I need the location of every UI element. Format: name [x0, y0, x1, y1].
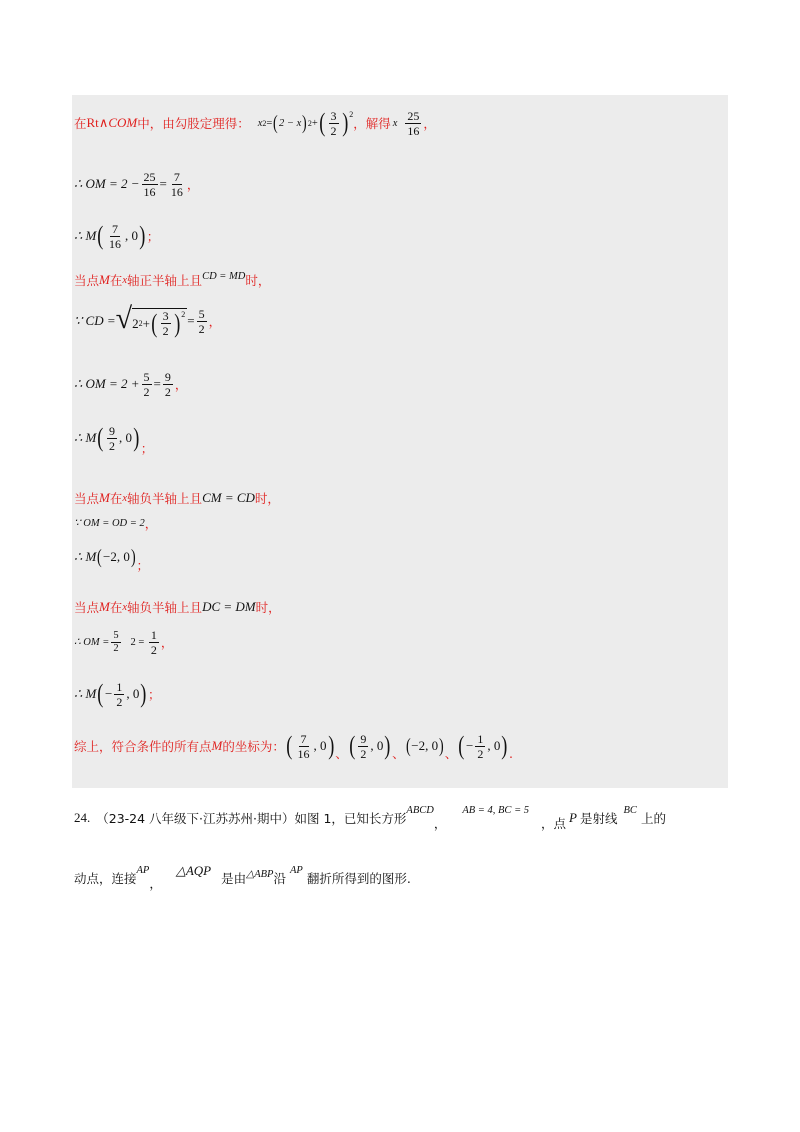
expr: ∴ M: [74, 228, 97, 243]
text: ；: [146, 229, 160, 244]
exponent: 2: [262, 118, 267, 128]
var: P: [569, 810, 577, 825]
expr: 2 =: [122, 636, 147, 648]
question-number: 24.: [74, 810, 91, 825]
text: ，: [208, 314, 222, 329]
question-24-line-2: 动点，连接 AP ， △AQP 是由 △ABP 沿 AP 翻折所得到的图形.: [74, 863, 411, 891]
fraction: $\frac{3}{2}$: [330, 108, 337, 138]
var: ABCD: [406, 804, 434, 816]
expr: 2 − x: [279, 117, 302, 129]
text: ，: [186, 177, 200, 192]
expr: ∴ OM =: [74, 637, 110, 648]
operator: =: [153, 376, 161, 391]
fraction: $\frac{1}{2}$: [150, 627, 157, 657]
exponent: 2: [307, 118, 312, 128]
fraction: $\frac{5}{2}$: [113, 629, 119, 654]
var: AP: [136, 864, 150, 876]
var: AP: [290, 864, 303, 876]
triangle: △ABP: [246, 869, 274, 880]
text: ；: [140, 441, 154, 456]
solution-line-m2: ∴ M ( $\frac{9}{2}$ , 0 ) ；: [74, 423, 154, 456]
text: 综上，符合条件的所有点: [74, 739, 212, 754]
solution-line-om2: [74, 366, 187, 402]
solution-line-pythagoras: 在 Rt ∧ COM 中，由勾股定理得： x 2 = ( 2 − x ) 2 + ( $\frac{3}{2}$ ) 2 ，解得 x $\frac{25}{16}$ ，: [74, 108, 436, 138]
text: 在: [74, 116, 87, 131]
text: ，: [144, 516, 158, 531]
solution-conclusion: 综上，符合条件的所有点 M 的坐标为： ( $\frac{7}{16}$ , 0 ) 、 ( $\frac{9}{2}$ , 0 ) 、 ( −2, 0 ) 、 ( − $\frac{1}{2}$ , 0 ) .: [74, 731, 513, 761]
var: M: [211, 738, 223, 753]
solution-line-cd: [74, 298, 221, 344]
solution-case-heading-3: 当点 M 在 x 轴负半轴上且 DC = DM 时，: [74, 599, 281, 615]
rt-label: Rt: [86, 115, 99, 130]
expr: ∵ OM = OD = 2: [74, 518, 145, 529]
fraction: $\frac{9}{2}$: [109, 423, 116, 453]
triangle-name: COM: [108, 115, 138, 130]
var: x: [392, 117, 398, 129]
fraction: $\frac{1}{2}$: [116, 679, 123, 709]
fraction: $\frac{5}{2}$: [143, 369, 150, 399]
sqrt: √ 2 2 + ( $\frac{3}{2}$ ) 2: [115, 302, 186, 338]
expr: ∴ M: [74, 549, 97, 564]
expr: , 0: [125, 228, 139, 243]
condition: AB = 4, BC = 5: [462, 804, 530, 816]
expr: ∵ CD =: [74, 313, 116, 328]
question-text: 动点，连接: [74, 871, 137, 886]
var: BC: [623, 804, 637, 816]
fraction: $\frac{9}{2}$: [164, 369, 171, 399]
expr: ∴ M: [74, 686, 97, 701]
fraction: $\frac{25}{16}$: [143, 169, 156, 199]
fraction: $\frac{7}{16}$: [170, 169, 183, 199]
solution-line-om1: [74, 166, 199, 202]
operator: =: [187, 313, 195, 328]
triangle: △AQP: [175, 863, 212, 878]
operator: =: [159, 176, 167, 191]
fraction: $\frac{25}{16}$: [407, 108, 420, 138]
solution-line-m1: ∴ M ( $\frac{7}{16}$ , 0 ) ；: [74, 221, 160, 251]
operator: =: [266, 117, 273, 129]
expr: ∴ OM = 2 +: [74, 376, 140, 391]
solution-line-m3: ∴ M ( −2, 0 ) ；: [74, 545, 150, 573]
fraction: $\frac{7}{16}$: [109, 221, 122, 251]
text: ，解得: [353, 116, 391, 131]
solution-case-heading-1: 当点 M 在 x 轴正半轴上且 CD = MD 时，: [74, 270, 271, 288]
solution-case-heading-2: 当点 M 在 x 轴负半轴上且 CM = CD 时，: [74, 490, 280, 506]
text: ；: [136, 558, 150, 573]
solution-line-om4: [74, 624, 173, 660]
text: ，: [174, 377, 188, 392]
var: x: [257, 117, 263, 129]
solution-line-om3: [74, 514, 157, 532]
solution-line-m4: ∴ M ( − $\frac{1}{2}$ , 0 ) ；: [74, 679, 161, 709]
expr: ∴ OM = 2 −: [74, 176, 140, 191]
text: 的坐标为：: [222, 739, 285, 754]
text: ，: [423, 116, 436, 131]
question-24-line-1: 24. （23-24 八年级下·江苏苏州·期中）如图 1，已知长方形 ABCD ， AB = 4, BC = 5 ，点 P 是射线 BC 上的: [74, 804, 666, 831]
triangle-symbol: ∧: [98, 115, 109, 130]
fraction: $\frac{5}{2}$: [198, 306, 205, 336]
text: 中，由勾股定理得：: [137, 116, 250, 131]
expr: ∴ M: [74, 430, 97, 445]
expr: −2, 0: [103, 549, 130, 564]
text: ，: [160, 635, 174, 650]
text: ；: [148, 687, 161, 702]
operator: +: [311, 117, 318, 129]
question-text: （23-24 八年级下·江苏苏州·期中）如图 1，已知长方形: [96, 811, 407, 826]
exponent: 2: [349, 109, 354, 119]
